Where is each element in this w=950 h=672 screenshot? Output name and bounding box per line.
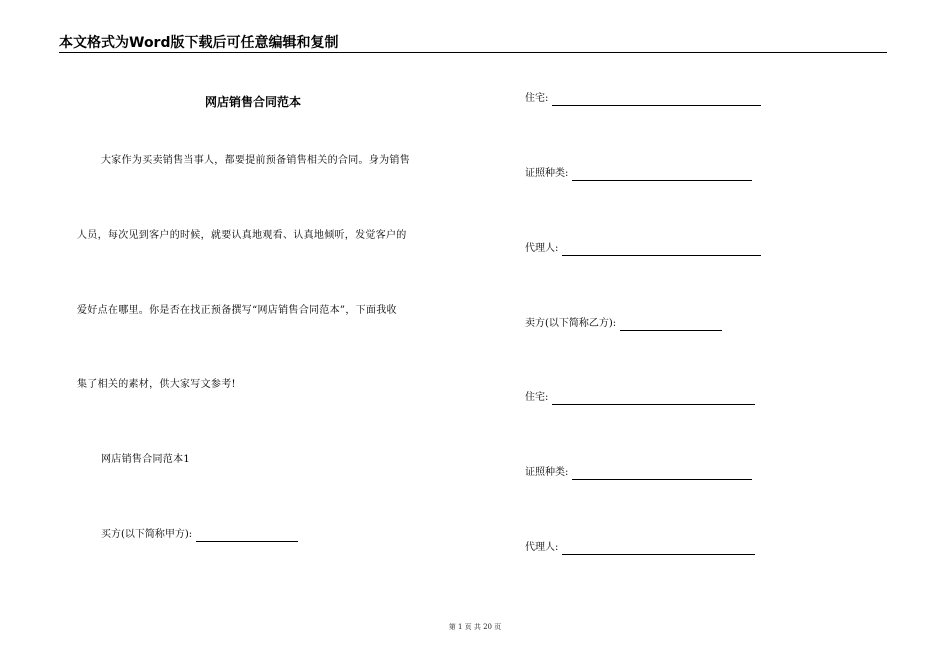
form-field (525, 317, 722, 331)
document-page (59, 60, 887, 620)
form-field (525, 391, 755, 405)
blank-line (572, 169, 752, 181)
blank-line (562, 244, 761, 256)
field-label: 代理人: (525, 542, 559, 553)
form-field (525, 541, 755, 555)
contract-subtitle: 网店销售合同范本1 (101, 454, 191, 465)
header-title: 本文格式为Word版下载后可任意编辑和复制 (59, 35, 339, 51)
field-label: 代理人: (525, 243, 559, 254)
buyer-field (101, 528, 298, 542)
body-line: 爱好点在哪里。你是否在找正预备撰写“网店销售合同范本”，下面我收 (77, 305, 397, 316)
form-field (525, 242, 761, 256)
blank-line (552, 393, 755, 405)
blank-line (196, 530, 298, 542)
field-label: 住宅: (525, 93, 549, 104)
document-title: 网店销售合同范本 (205, 95, 302, 109)
form-field (525, 92, 761, 106)
form-field (525, 466, 752, 480)
body-line: 集了相关的素材，供大家写文参考! (77, 379, 236, 390)
field-label: 住宅: (525, 392, 549, 403)
field-label: 卖方(以下简称乙方): (525, 318, 617, 329)
field-label: 证照种类: (525, 168, 569, 179)
page-number: 第 1 页 共 20 页 (448, 623, 502, 631)
form-field (525, 167, 752, 181)
blank-line (562, 543, 755, 555)
blank-line (620, 319, 722, 331)
blank-line (552, 94, 761, 106)
field-label: 证照种类: (525, 467, 569, 478)
blank-line (572, 468, 752, 480)
field-label: 买方(以下简称甲方): (101, 529, 193, 540)
body-line: 人员，每次见到客户的时候，就要认真地观看、认真地倾听，发觉客户的 (77, 230, 407, 241)
header-divider (59, 52, 887, 53)
body-line: 大家作为买卖销售当事人，都要提前预备销售相关的合同。身为销售 (101, 155, 410, 166)
